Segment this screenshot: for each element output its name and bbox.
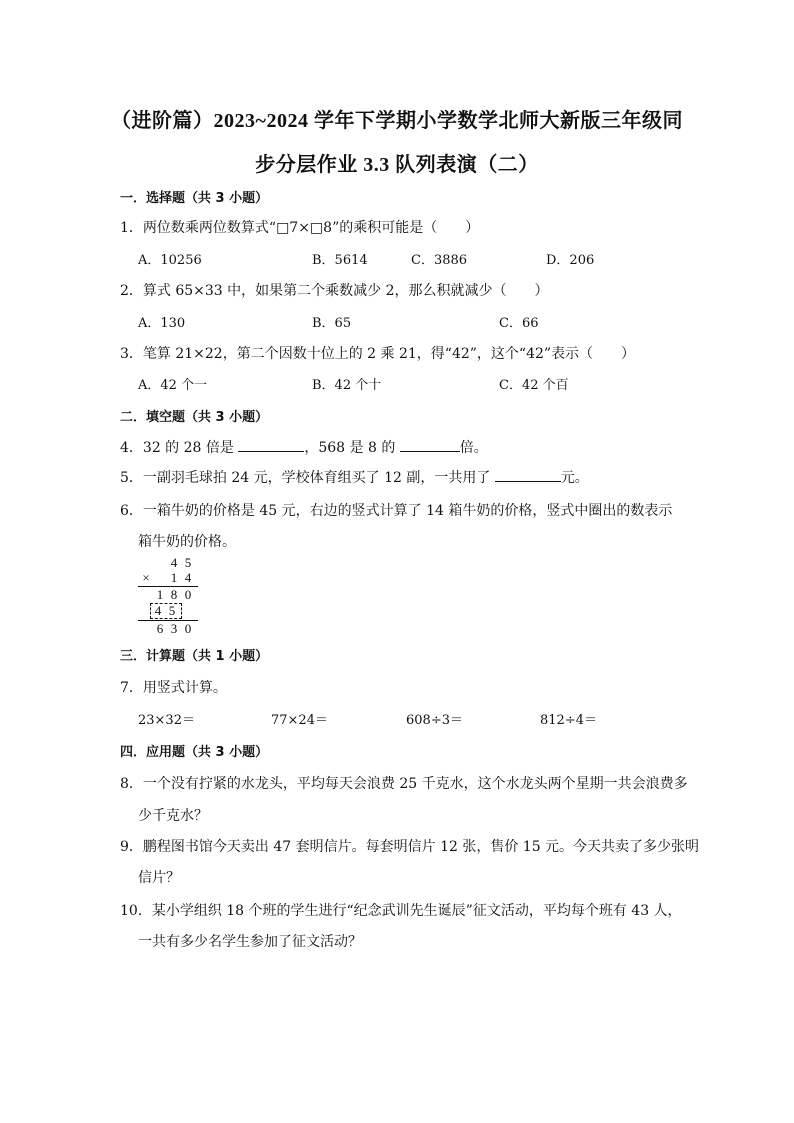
question-10-line-1: 10．某小学组织 18 个班的学生进行“纪念武训先生诞辰”征文活动，平均每个班有 43 人， bbox=[120, 903, 682, 919]
calc-item: 812÷4＝ bbox=[540, 713, 597, 728]
question-4-part-b: ，568 是 8 的 bbox=[304, 440, 396, 456]
question-3-stem: 3．笔算 21×22，第二个因数十位上的 2 乘 21，得“42”，这个“42”表示（ ） bbox=[120, 346, 636, 362]
answer-blank[interactable] bbox=[400, 437, 460, 452]
question-5-part-b: 元。 bbox=[560, 470, 589, 486]
digit: 3 bbox=[170, 621, 178, 636]
question-9-line-2: 信片？ bbox=[138, 870, 180, 886]
page-title-line-1: （进阶篇）2023~2024 学年下学期小学数学北师大新版三年级同 bbox=[111, 110, 683, 132]
times-sign: × bbox=[142, 570, 150, 585]
digit: 6 bbox=[156, 621, 164, 636]
question-4-part-a: 4．32 的 28 倍是 bbox=[120, 440, 234, 456]
digit: 5 bbox=[168, 603, 176, 618]
digit: 4 bbox=[184, 570, 192, 585]
question-10-line-2: 一共有多少名学生参加了征文活动？ bbox=[138, 934, 362, 950]
question-3-option-b: B．42 个十 bbox=[312, 378, 382, 393]
section-heading-choice: 一．选择题（共 3 小题） bbox=[120, 191, 269, 206]
question-6-line-2: 箱牛奶的价格。 bbox=[138, 534, 236, 550]
page-title-line-2: 步分层作业 3.3 队列表演（二） bbox=[255, 154, 539, 176]
digit: 5 bbox=[184, 555, 192, 570]
section-heading-calculation: 三．计算题（共 1 小题） bbox=[120, 649, 269, 664]
question-5-part-a: 5．一副羽毛球拍 24 元，学校体育组买了 12 副，一共用了 bbox=[120, 470, 491, 486]
question-5 bbox=[120, 467, 589, 487]
section-heading-application: 四．应用题（共 3 小题） bbox=[120, 745, 269, 760]
digit: 8 bbox=[170, 587, 178, 602]
question-2-stem: 2．算式 65×33 中，如果第二个乘数减少 2，那么积就减少（ ） bbox=[120, 283, 549, 299]
answer-blank[interactable] bbox=[238, 437, 304, 452]
answer-blank[interactable] bbox=[495, 467, 561, 482]
digit: 0 bbox=[184, 587, 192, 602]
question-1-option-c: C．3886 bbox=[411, 253, 468, 268]
question-9-line-1: 9．鹏程图书馆今天卖出 47 套明信片。每套明信片 12 张，售价 15 元。今天共卖了多少张明 bbox=[120, 839, 700, 855]
section-heading-fill: 二．填空题（共 3 小题） bbox=[120, 410, 269, 425]
question-8-line-1: 8．一个没有拧紧的水龙头，平均每天会浪费 25 千克水，这个水龙头两个星期一共会浪费多 bbox=[120, 776, 688, 792]
question-3-option-c: C．42 个百 bbox=[499, 378, 569, 393]
digit: 1 bbox=[156, 587, 164, 602]
question-1-stem: 1．两位数乘两位数算式“□7×□8”的乘积可能是（ ） bbox=[120, 220, 480, 236]
question-1-option-b: B．5614 bbox=[312, 253, 368, 268]
question-4-part-c: 倍。 bbox=[459, 440, 488, 456]
digit: 4 bbox=[154, 603, 162, 618]
question-1-option-a: A．10256 bbox=[138, 253, 202, 268]
calc-item: 77×24＝ bbox=[271, 713, 328, 728]
question-1-option-d: D．206 bbox=[546, 253, 595, 268]
question-7-stem: 7．用竖式计算。 bbox=[120, 680, 227, 696]
question-3-option-a: A．42 个一 bbox=[138, 378, 208, 393]
question-8-line-2: 少千克水？ bbox=[138, 808, 208, 824]
vertical-multiplication bbox=[138, 555, 198, 635]
digit: 0 bbox=[184, 621, 192, 636]
calc-item: 608÷3＝ bbox=[406, 713, 463, 728]
question-2-option-c: C．66 bbox=[499, 316, 539, 331]
digit: 4 bbox=[170, 555, 178, 570]
question-6-line-1: 6．一箱牛奶的价格是 45 元，右边的竖式计算了 14 箱牛奶的价格，竖式中圈出的数表示 bbox=[120, 503, 673, 519]
question-2-option-b: B．65 bbox=[312, 316, 352, 331]
question-2-option-a: A．130 bbox=[138, 316, 186, 331]
calc-item: 23×32＝ bbox=[138, 713, 195, 728]
question-4 bbox=[120, 437, 488, 457]
digit: 1 bbox=[170, 570, 178, 585]
